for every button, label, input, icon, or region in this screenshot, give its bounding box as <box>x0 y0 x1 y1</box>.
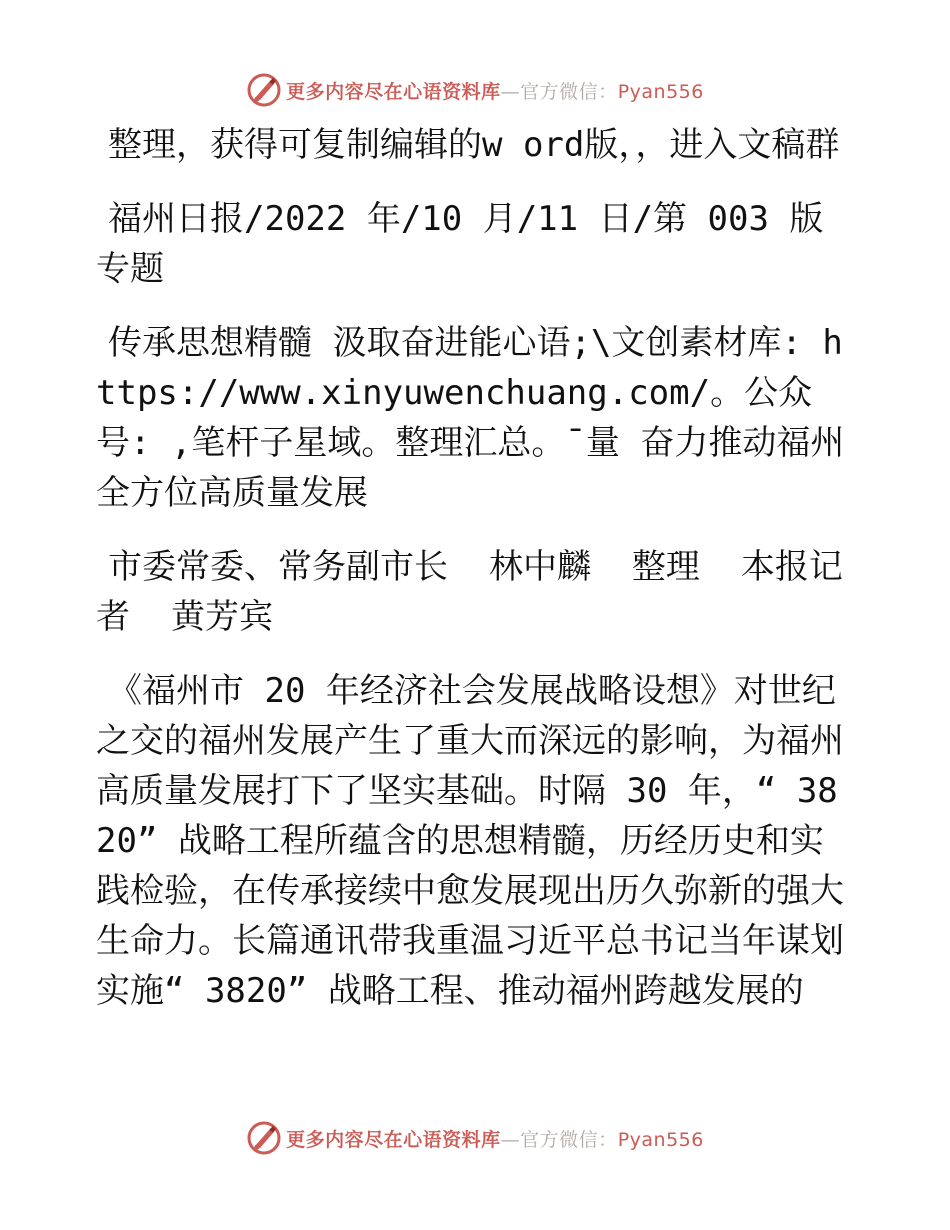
top-watermark-banner <box>0 70 950 110</box>
banner-prefix: 更多内容尽在心语资料库 <box>286 80 501 103</box>
banner-dash: — <box>500 80 521 103</box>
document-body <box>96 120 856 1040</box>
banner-handle: Pyan556 <box>617 1128 704 1151</box>
banner-text <box>286 77 704 104</box>
banner-prefix: 更多内容尽在心语资料库 <box>286 1128 501 1151</box>
banner-handle: Pyan556 <box>617 80 704 103</box>
ink-pen-circle-logo-icon <box>246 72 282 108</box>
bottom-watermark-banner <box>0 1118 950 1158</box>
paragraph-byline: 市委常委、常务副市长 林中麟 整理 本报记者 黄芳宾 <box>96 547 843 637</box>
banner-wechat-label: 官方微信： <box>520 1128 618 1151</box>
paragraph-dateline: 福州日报/2022 年/10 月/11 日/第 003 版专题 <box>96 199 824 289</box>
paragraph-intro: 整理，获得可复制编辑的w ord版，，进入文稿群 <box>108 125 840 165</box>
paragraph-body: 《福州市 20 年经济社会发展战略设想》对世纪之交的福州发展产生了重大而深远的影响，为福州高质量发展打下了坚实基础。时隔 30 年，“ 3820” 战略工程所蕴含的思想精髓，历经历史和实践检验，在传承接续中愈发展现出历久弥新的强大生命力。长篇通讯带我重温习近平总书记当年谋划实施“ 3820” 战略工程、推动福州跨越发展的 <box>96 671 844 1011</box>
banner-wechat-label: 官方微信： <box>520 80 618 103</box>
paragraph-headline: 传承思想精髓 汲取奋进能心语;\文创素材库: https://www.xinyuwenchuang.com/。公众号: ,笔杆子星域。整理汇总。¯量 奋力推动福州全方位高质量发展 <box>96 323 845 513</box>
banner-dash: — <box>500 1128 521 1151</box>
ink-pen-circle-logo-icon <box>246 1120 282 1156</box>
banner-text <box>286 1125 704 1152</box>
